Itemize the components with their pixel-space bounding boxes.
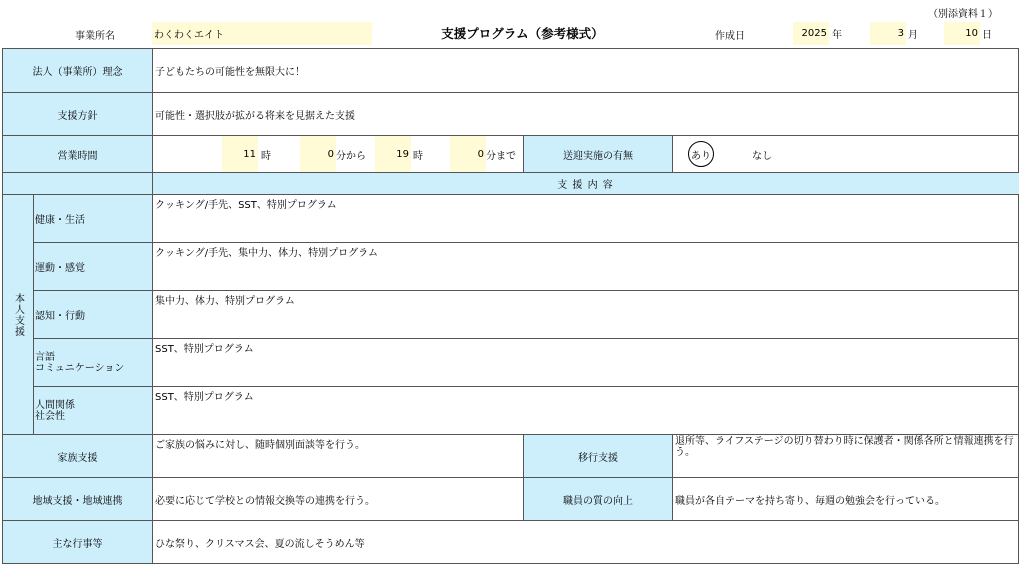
main-events-label: 主な行事等 — [52, 538, 103, 550]
support-content-header: 支 援 内 容 — [557, 180, 614, 191]
created-year: 2025 — [793, 22, 829, 45]
end-hour: 19 — [396, 148, 409, 160]
transition-support-value: 退所等、ライフステージの切り替わり時に保護者・関係各所と情報連携を行う。 — [675, 436, 1014, 458]
family-support-label: 家族支援 — [57, 452, 98, 464]
policy-label: 支援方針 — [57, 110, 98, 122]
start-min: 0 — [327, 148, 334, 160]
created-day-unit: 日 — [982, 30, 992, 41]
relationships-sociality-value: SST、特別プログラム — [155, 392, 254, 403]
motor-sensory-value: クッキング/手先、集中力、体力、特別プログラム — [155, 248, 378, 259]
hours-label: 営業時間 — [57, 150, 98, 162]
staff-quality-value: 職員が各自テーマを持ち寄り、毎週の勉強会を行っている。 — [675, 495, 945, 507]
community-support-value: 必要に応じて学校との情報交換等の連携を行う。 — [155, 495, 375, 507]
page-title: 支援プログラム（参考様式） — [441, 26, 604, 41]
created-month-unit: 月 — [908, 30, 918, 41]
cognition-behavior-label: 認知・行動 — [35, 311, 85, 322]
health-life-value: クッキング/手先、SST、特別プログラム — [155, 200, 337, 211]
transport-no-option[interactable]: なし — [752, 150, 772, 162]
start-hour: 11 — [243, 148, 256, 160]
end-hour-unit: 時 — [413, 150, 423, 162]
main-events-value: ひな祭り、クリスマス会、夏の流しそうめん等 — [155, 538, 365, 550]
end-min-unit: 分まで — [486, 150, 516, 162]
grid-line — [33, 194, 34, 434]
cognition-behavior-value: 集中力、体力、特別プログラム — [155, 296, 295, 307]
philosophy-label: 法人（事業所）理念 — [32, 67, 123, 78]
start-hour-unit: 時 — [261, 150, 271, 162]
created-year-unit: 年 — [832, 30, 842, 41]
relationships-sociality-label: 人間関係 社会性 — [35, 399, 75, 422]
policy-value: 可能性・選択肢が拡がる将来を見据えた支援 — [155, 110, 355, 122]
start-min-unit: 分から — [336, 150, 366, 162]
office-name: わくわくエイト — [152, 22, 372, 45]
language-communication-label: 言語 コミュニケーション — [35, 351, 125, 374]
family-support-value: ご家族の悩みに対し、随時個別面談等を行う。 — [155, 440, 365, 451]
language-communication-value: SST、特別プログラム — [155, 344, 254, 355]
health-life-label: 健康・生活 — [35, 215, 85, 226]
transport-label: 送迎実施の有無 — [563, 150, 633, 162]
community-support-label: 地域支援・地域連携 — [32, 495, 123, 507]
personal-support-label: 本人支援 — [12, 292, 24, 337]
created-month: 3 — [870, 22, 906, 45]
philosophy-value: 子どもたちの可能性を無限大に！ — [155, 67, 305, 78]
end-min: 0 — [477, 148, 484, 160]
grid-line — [672, 135, 673, 172]
annex-note: （別添資料１） — [928, 9, 998, 20]
transition-support-label: 移行支援 — [578, 452, 618, 464]
transport-yes-option[interactable]: あり — [688, 141, 714, 167]
motor-sensory-label: 運動・感覚 — [35, 263, 85, 274]
created-label: 作成日 — [715, 30, 745, 42]
office-label: 事業所名 — [75, 30, 115, 42]
staff-quality-label: 職員の質の向上 — [563, 495, 633, 507]
created-day: 10 — [944, 22, 980, 45]
